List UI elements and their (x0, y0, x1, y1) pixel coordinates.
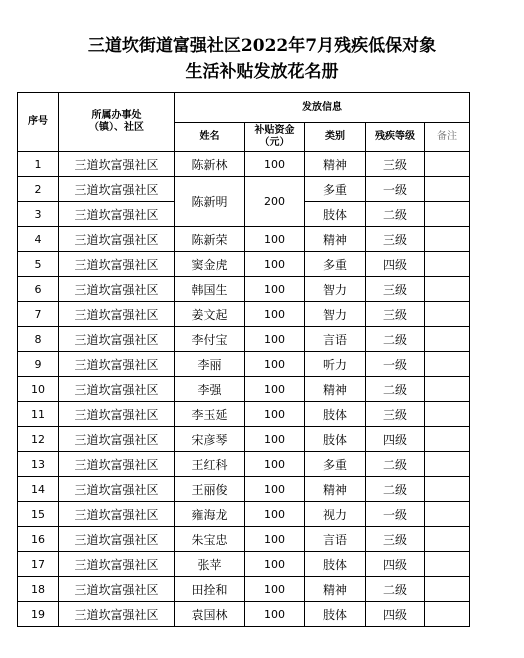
cell-office: 三道坎富强社区 (59, 227, 175, 252)
header-subsidy-line2: （元） (259, 137, 290, 148)
cell-office: 三道坎富强社区 (59, 202, 175, 227)
cell-name: 窦金虎 (175, 252, 245, 277)
cell-name: 陈新荣 (175, 227, 245, 252)
cell-remark (425, 327, 470, 352)
cell-office: 三道坎富强社区 (59, 527, 175, 552)
cell-name: 王红科 (175, 452, 245, 477)
cell-amount: 100 (245, 577, 305, 602)
cell-office: 三道坎富强社区 (59, 277, 175, 302)
cell-remark (425, 502, 470, 527)
cell-grade: 四级 (366, 427, 425, 452)
cell-office: 三道坎富强社区 (59, 377, 175, 402)
header-subsidy-line1: 补贴资金 (254, 125, 295, 136)
table-row (18, 477, 470, 502)
cell-amount: 100 (245, 327, 305, 352)
cell-office: 三道坎富强社区 (59, 502, 175, 527)
table-row (18, 402, 470, 427)
cell-category: 肢体 (305, 552, 366, 577)
header-grade: 残疾等级 (366, 123, 425, 152)
cell-no: 4 (18, 227, 59, 252)
cell-no: 18 (18, 577, 59, 602)
cell-name: 李丽 (175, 352, 245, 377)
cell-name: 陈新林 (175, 152, 245, 177)
cell-no: 8 (18, 327, 59, 352)
cell-no: 15 (18, 502, 59, 527)
cell-remark (425, 202, 470, 227)
cell-office: 三道坎富强社区 (59, 402, 175, 427)
table-row (18, 227, 470, 252)
cell-remark (425, 252, 470, 277)
header-office-line2: （镇）、社区 (89, 122, 144, 133)
table-row (18, 502, 470, 527)
cell-remark (425, 477, 470, 502)
cell-office: 三道坎富强社区 (59, 327, 175, 352)
header-category: 类别 (305, 123, 366, 152)
header-row-1 (18, 93, 470, 123)
cell-remark (425, 177, 470, 202)
cell-name: 朱宝忠 (175, 527, 245, 552)
cell-grade: 一级 (366, 352, 425, 377)
cell-name: 姜文起 (175, 302, 245, 327)
cell-remark (425, 227, 470, 252)
table-row (18, 427, 470, 452)
cell-category: 肢体 (305, 427, 366, 452)
cell-category: 智力 (305, 302, 366, 327)
cell-office: 三道坎富强社区 (59, 177, 175, 202)
cell-category: 多重 (305, 252, 366, 277)
document-title-line1: 三道坎街道富强社区2022年7月残疾低保对象 (87, 36, 437, 56)
cell-grade: 三级 (366, 527, 425, 552)
cell-category: 精神 (305, 377, 366, 402)
cell-category: 精神 (305, 477, 366, 502)
cell-amount: 100 (245, 602, 305, 627)
table-row (18, 327, 470, 352)
cell-grade: 二级 (366, 377, 425, 402)
cell-name: 袁国林 (175, 602, 245, 627)
cell-category: 精神 (305, 152, 366, 177)
cell-remark (425, 277, 470, 302)
cell-no: 14 (18, 477, 59, 502)
table-row (18, 452, 470, 477)
cell-amount: 100 (245, 352, 305, 377)
cell-amount: 100 (245, 552, 305, 577)
cell-name: 田拴和 (175, 577, 245, 602)
cell-grade: 三级 (366, 402, 425, 427)
cell-amount: 100 (245, 477, 305, 502)
cell-name: 李付宝 (175, 327, 245, 352)
cell-category: 言语 (305, 327, 366, 352)
cell-no: 13 (18, 452, 59, 477)
table-row (18, 377, 470, 402)
cell-office: 三道坎富强社区 (59, 427, 175, 452)
header-info: 发放信息 (175, 93, 470, 123)
cell-grade: 四级 (366, 252, 425, 277)
cell-name: 宋彦琴 (175, 427, 245, 452)
cell-grade: 二级 (366, 452, 425, 477)
table-row (18, 152, 470, 177)
table-row (18, 177, 470, 202)
cell-category: 肢体 (305, 402, 366, 427)
header-office-line1: 所属办事处 (91, 110, 142, 121)
cell-amount: 100 (245, 227, 305, 252)
cell-amount: 100 (245, 377, 305, 402)
cell-category: 肢体 (305, 602, 366, 627)
cell-category: 言语 (305, 527, 366, 552)
cell-office: 三道坎富强社区 (59, 352, 175, 377)
cell-grade: 二级 (366, 577, 425, 602)
table-row (18, 302, 470, 327)
cell-grade: 三级 (366, 227, 425, 252)
header-subsidy (245, 123, 305, 152)
cell-office: 三道坎富强社区 (59, 302, 175, 327)
cell-no: 19 (18, 602, 59, 627)
cell-no: 2 (18, 177, 59, 202)
cell-grade: 二级 (366, 202, 425, 227)
cell-name: 王丽俊 (175, 477, 245, 502)
cell-no: 1 (18, 152, 59, 177)
table-row (18, 552, 470, 577)
cell-name: 雍海龙 (175, 502, 245, 527)
cell-category: 智力 (305, 277, 366, 302)
cell-remark (425, 302, 470, 327)
cell-remark (425, 577, 470, 602)
subsidy-roster-table (17, 92, 470, 627)
cell-office: 三道坎富强社区 (59, 477, 175, 502)
table-row (18, 277, 470, 302)
cell-remark (425, 452, 470, 477)
cell-office: 三道坎富强社区 (59, 252, 175, 277)
cell-no: 10 (18, 377, 59, 402)
cell-no: 16 (18, 527, 59, 552)
cell-no: 5 (18, 252, 59, 277)
cell-amount: 200 (245, 177, 305, 227)
cell-grade: 三级 (366, 277, 425, 302)
cell-amount: 100 (245, 252, 305, 277)
cell-office: 三道坎富强社区 (59, 452, 175, 477)
cell-remark (425, 377, 470, 402)
cell-office: 三道坎富强社区 (59, 602, 175, 627)
cell-remark (425, 352, 470, 377)
cell-remark (425, 552, 470, 577)
cell-office: 三道坎富强社区 (59, 152, 175, 177)
cell-name: 韩国生 (175, 277, 245, 302)
cell-grade: 一级 (366, 177, 425, 202)
cell-no: 17 (18, 552, 59, 577)
cell-grade: 二级 (366, 477, 425, 502)
cell-remark (425, 527, 470, 552)
table-row (18, 602, 470, 627)
cell-amount: 100 (245, 502, 305, 527)
cell-office: 三道坎富强社区 (59, 552, 175, 577)
cell-amount: 100 (245, 427, 305, 452)
cell-grade: 四级 (366, 552, 425, 577)
cell-grade: 三级 (366, 152, 425, 177)
document-title-line2: 生活补贴发放花名册 (185, 62, 339, 82)
cell-remark (425, 602, 470, 627)
header-name: 姓名 (175, 123, 245, 152)
table-row (18, 252, 470, 277)
cell-name: 张苹 (175, 552, 245, 577)
cell-category: 肢体 (305, 202, 366, 227)
cell-name: 李玉延 (175, 402, 245, 427)
table-row (18, 527, 470, 552)
cell-amount: 100 (245, 152, 305, 177)
cell-no: 7 (18, 302, 59, 327)
cell-grade: 三级 (366, 302, 425, 327)
cell-category: 视力 (305, 502, 366, 527)
cell-no: 3 (18, 202, 59, 227)
cell-no: 11 (18, 402, 59, 427)
cell-amount: 100 (245, 527, 305, 552)
cell-category: 精神 (305, 577, 366, 602)
cell-grade: 二级 (366, 327, 425, 352)
header-seq: 序号 (18, 93, 59, 152)
cell-category: 精神 (305, 227, 366, 252)
cell-no: 6 (18, 277, 59, 302)
cell-grade: 四级 (366, 602, 425, 627)
cell-remark (425, 402, 470, 427)
cell-amount: 100 (245, 402, 305, 427)
cell-category: 多重 (305, 177, 366, 202)
cell-name: 李强 (175, 377, 245, 402)
cell-remark (425, 427, 470, 452)
cell-grade: 一级 (366, 502, 425, 527)
cell-category: 多重 (305, 452, 366, 477)
cell-category: 听力 (305, 352, 366, 377)
cell-remark (425, 152, 470, 177)
header-remark: 备注 (425, 123, 470, 152)
cell-amount: 100 (245, 277, 305, 302)
cell-amount: 100 (245, 452, 305, 477)
table-row (18, 352, 470, 377)
cell-no: 12 (18, 427, 59, 452)
cell-amount: 100 (245, 302, 305, 327)
cell-office: 三道坎富强社区 (59, 577, 175, 602)
cell-no: 9 (18, 352, 59, 377)
table-row (18, 577, 470, 602)
cell-name: 陈新明 (175, 177, 245, 227)
header-office (59, 93, 175, 152)
